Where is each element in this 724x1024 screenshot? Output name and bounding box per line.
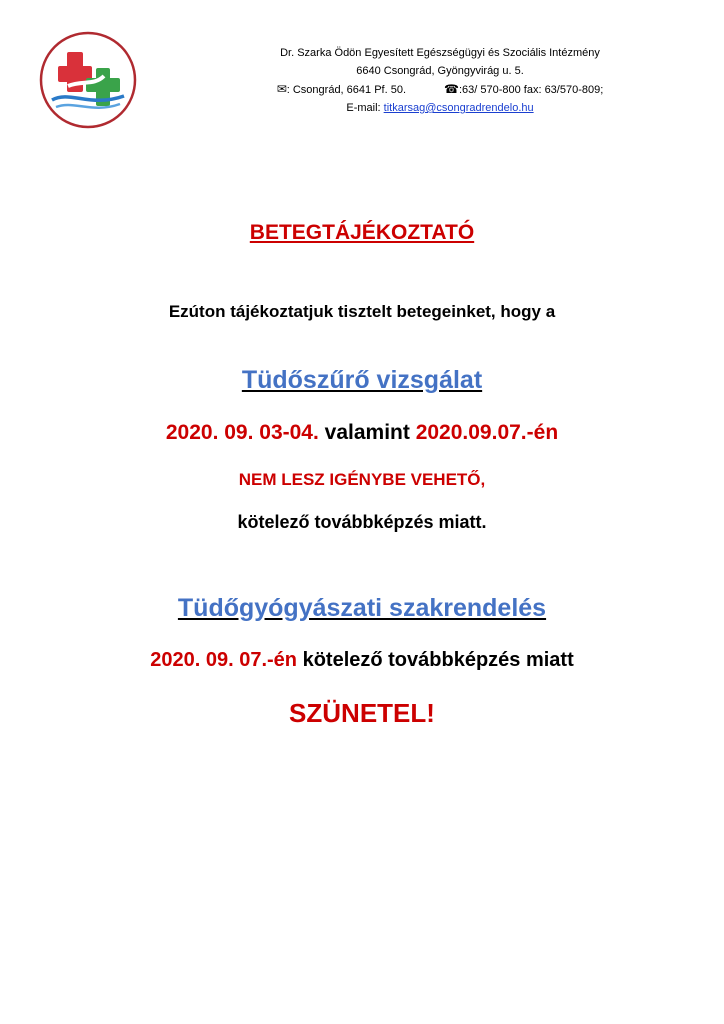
phone-icon: ☎: [444, 82, 459, 96]
dates-line-pulmonology: [0, 649, 724, 672]
reason-pulmonology: kötelező továbbképzés miatt: [297, 649, 574, 671]
email-label: E-mail:: [346, 102, 384, 114]
unavailable-notice: NEM LESZ IGÉNYBE VEHETŐ,: [238, 470, 486, 489]
postal-address: : Csongrád, 6641 Pf. 50.: [286, 84, 406, 96]
dates-line-screening: [0, 421, 724, 445]
phone-fax: :63/ 570-800 fax: 63/570-809;: [458, 84, 604, 96]
institution-logo: [38, 30, 138, 130]
date-pulmonology: 2020. 09. 07.-én: [150, 649, 298, 671]
reason-screening: kötelező továbbképzés miatt.: [237, 512, 487, 532]
email-line: [190, 99, 690, 117]
institution-name: Dr. Szarka Ödön Egyesített Egészségügyi és Szociális Intézmény: [280, 47, 600, 59]
closed-notice: SZÜNETEL!: [289, 698, 435, 728]
intro-text: Ezúton tájékoztatjuk tisztelt betegeinket, hogy a: [168, 302, 556, 321]
page-title: BETEGTÁJÉKOZTATÓ: [249, 221, 475, 244]
envelope-icon: ✉: [276, 82, 287, 96]
service-heading-screening: [0, 366, 724, 395]
service-heading-pulmonology: [0, 594, 724, 623]
service-pulmonology: Tüdőgyógyászati szakrendelés: [177, 594, 547, 622]
institution-address: 6640 Csongrád, Gyöngyvirág u. 5.: [356, 65, 524, 77]
dates-range: 2020. 09. 03-04.: [165, 421, 319, 444]
contact-line: [190, 80, 690, 99]
date-second: 2020.09.07.-én: [415, 421, 559, 444]
dates-connector: valamint: [318, 421, 416, 444]
letterhead: [190, 44, 690, 117]
cross-logo-icon: [38, 30, 138, 130]
email-link[interactable]: titkarsag@csongradrendelo.hu: [383, 102, 534, 114]
service-screening: Tüdőszűrő vizsgálat: [241, 366, 483, 394]
